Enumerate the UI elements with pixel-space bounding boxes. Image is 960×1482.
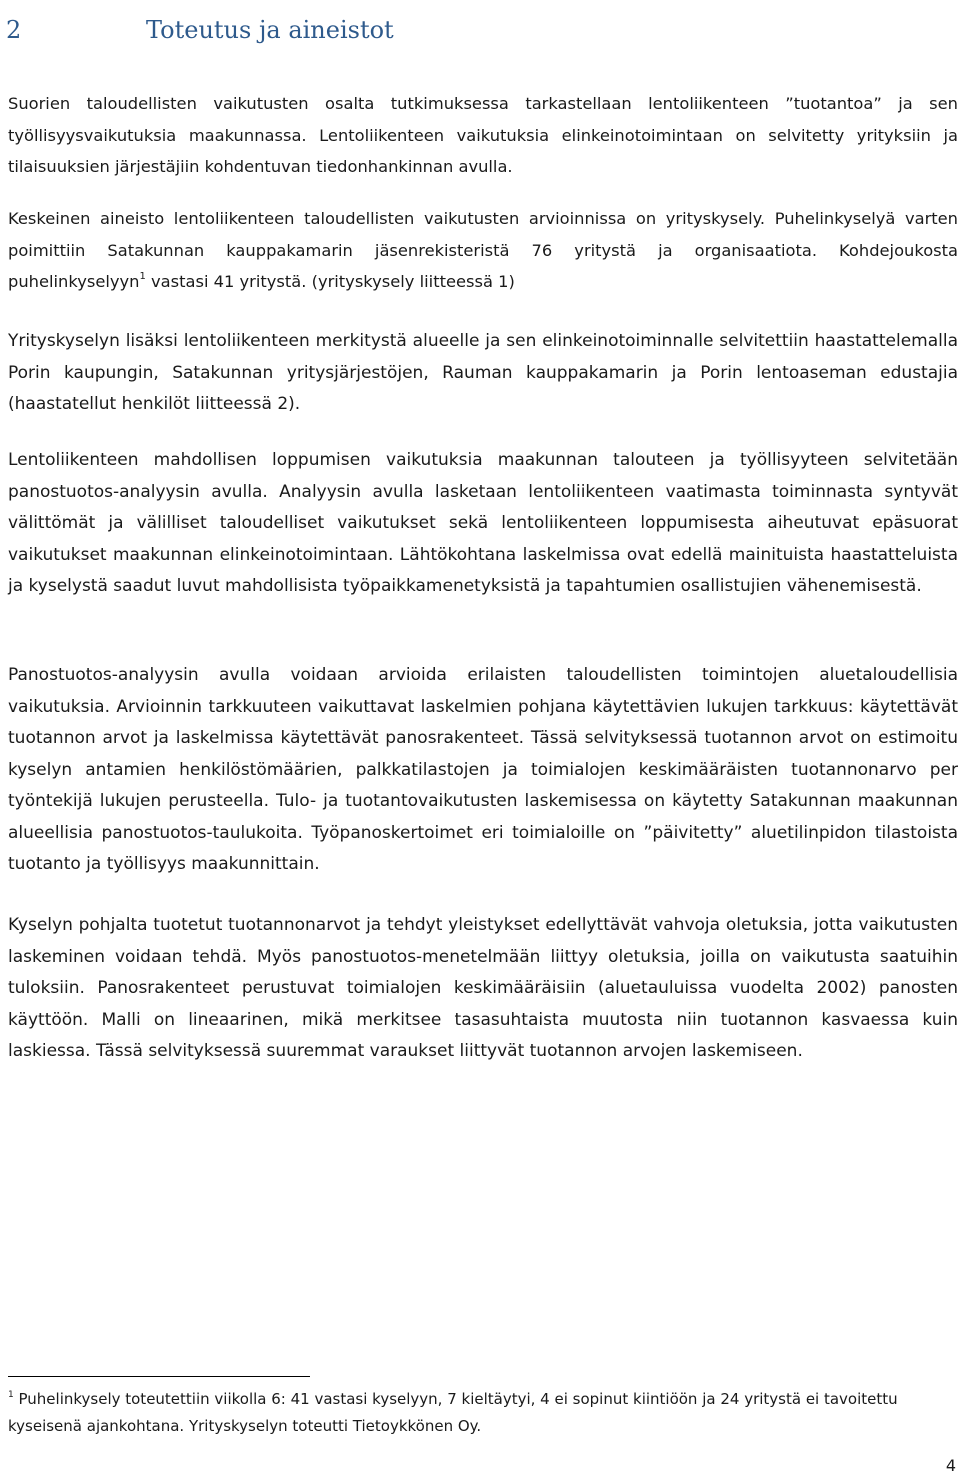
footnote-marker: 1 (8, 1390, 14, 1400)
paragraph-3: Yrityskyselyn lisäksi lentoliikenteen merkitystä alueelle ja sen elinkeinotoiminnalle selvitettiin haastattelemalla Porin kaupungin, Satakunnan yritysjärjestöjen, Rauman kauppakamarin ja Porin lentoaseman edustajia (haastatellut henkilöt liitteessä 2). (8, 331, 958, 414)
footnote-separator (8, 1376, 310, 1377)
section-number: 2 (6, 16, 22, 45)
paragraph-5: Panostuotos-analyysin avulla voidaan arvioida erilaisten taloudellisten toimintojen aluetaloudellisia vaikutuksia. Arvioinnin tarkkuuteen vaikuttavat laskelmien pohjana käytettävien lukujen tarkkuus: käytettävät tuotannon arvot ja laskelmissa käytettävät panosrakenteet. Tässä selvityksessä tuotannon arvot on estimoitu kyselyn antamien henkilöstömäärien, palkkatilastojen ja toimialojen keskimääräisten tuotannonarvo per työntekijä lukujen perusteella. Tulo- ja tuotantovaikutusten laskemisessa on käytetty Satakunnan maakunnan alueellisia panostuotos-taulukoita. Työpanoskertoimet eri toimialoille on ”päivitetty” aluetilinpidon tilastoista tuotanto ja työllisyys maakunnittain. (8, 665, 958, 874)
footnote-text: Puhelinkysely toteutettiin viikolla 6: 41 vastasi kyselyyn, 7 kieltäytyi, 4 ei sopinut kiintiöön ja 24 yritystä ei tavoitettu kyseisenä ajankohtana. Yrityskyselyn toteutti Tietoykkönen Oy. (8, 1390, 898, 1435)
paragraph-2-tail: vastasi 41 yritystä. (yrityskysely liitteessä 1) (145, 272, 515, 291)
paragraph-1: Suorien taloudellisten vaikutusten osalta tutkimuksessa tarkastellaan lentoliikenteen ”tuotantoa” ja sen työllisyysvaikutuksia maakunnassa. Lentoliikenteen vaikutuksia elinkeinotoimintaan on selvitetty yrityksiin ja tilaisuuksien järjestäjiin kohdentuvan tiedonhankinnan avulla. (8, 94, 958, 176)
page-number: 4 (945, 1456, 956, 1475)
section-title: Toteutus ja aineistot (146, 16, 394, 45)
paragraph-6: Kyselyn pohjalta tuotetut tuotannonarvot ja tehdyt yleistykset edellyttävät vahvoja oletuksia, jotta vaikutusten laskeminen voidaan tehdä. Myös panostuotos-menetelmään liittyy oletuksia, joilla on vaikutusta saatuihin tuloksiin. Panosrakenteet perustuvat toimialojen keskimääräisiin (aluetauluissa vuodelta 2002) panosten käyttöön. Malli on lineaarinen, mikä merkitsee tasasuhtaista muutosta niin tuotannon kasvaessa kuin laskiessa. Tässä selvityksessä suuremmat varaukset liittyvät tuotannon arvojen laskemiseen. (8, 915, 958, 1061)
paragraph-2 (8, 203, 958, 298)
footnote-reference[interactable]: 1 (139, 271, 146, 282)
footnote (8, 1386, 958, 1440)
paragraph-4: Lentoliikenteen mahdollisen loppumisen vaikutuksia maakunnan talouteen ja työllisyyteen selvitetään panostuotos-analyysin avulla. Analyysin avulla lasketaan lentoliikenteen vaatimasta toiminnasta syntyvät välittömät ja välilliset taloudelliset vaikutukset sekä lentoliikenteen loppumisesta aiheutuvat epäsuorat vaikutukset maakunnan elinkeinotoimintaan. Lähtökohtana laskelmissa ovat edellä mainituista haastatteluista ja kyselystä saadut luvut mahdollisista työpaikkamenetyksistä ja tapahtumien osallistujien vähenemisestä. (8, 450, 958, 596)
paragraph-2-text: Keskeinen aineisto lentoliikenteen taloudellisten vaikutusten arvioinnissa on yrityskysely. Puhelinkyselyä varten poimittiin Satakunnan kauppakamarin jäsenrekisteristä 76 yritystä ja organisaatiota. Kohdejoukosta puhelinkyselyyn (8, 209, 958, 291)
